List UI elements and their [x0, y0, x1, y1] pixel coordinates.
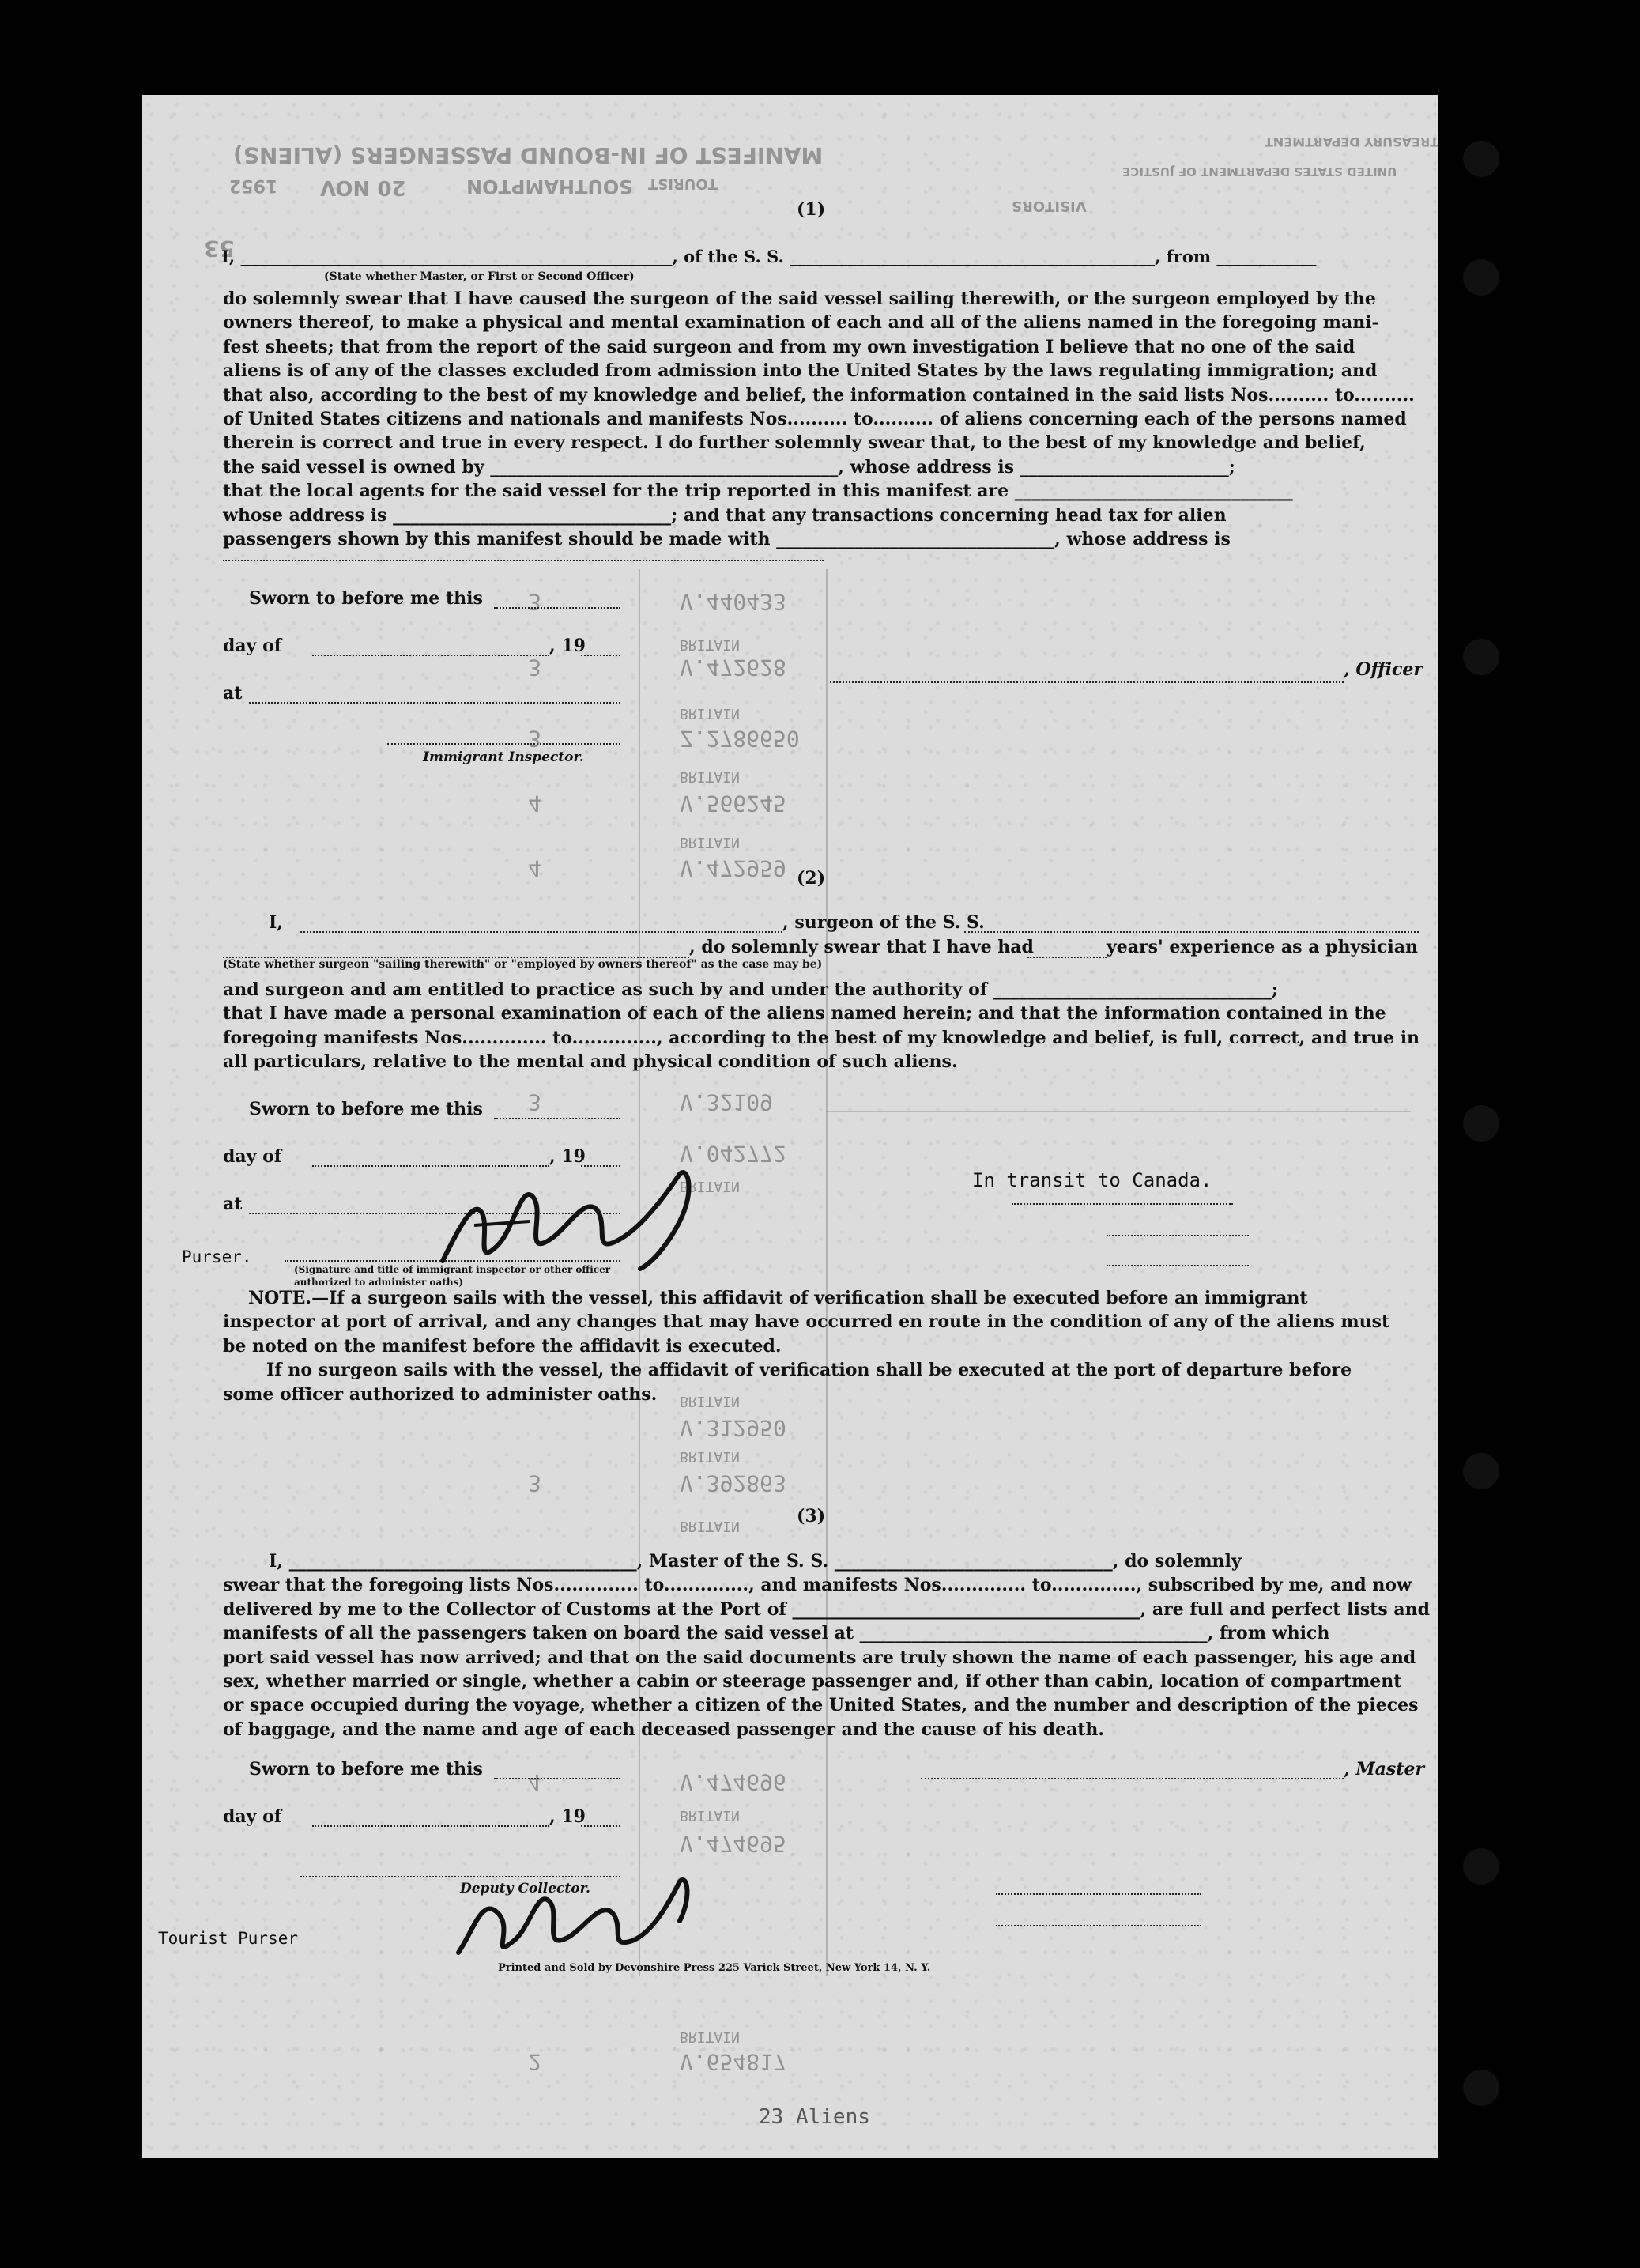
punch-hole: [1463, 141, 1499, 177]
section-2-at: at: [223, 1194, 243, 1214]
section-1-oath-caption: (State whether Master, or First or Second Officer): [324, 270, 635, 283]
section-2-body: [223, 978, 1419, 1074]
bleed-nationality: BRITAIN: [680, 1448, 740, 1465]
punch-hole: [1463, 259, 1499, 296]
bleed-nationality: BRITAIN: [680, 1393, 740, 1409]
bleed-nationality: BRITAIN: [680, 2028, 740, 2045]
mirrored-dept-justice: UNITED STATES DEPARTMENT OF JUSTICE: [1122, 164, 1397, 179]
master-label: , Master: [1344, 1759, 1425, 1779]
section-1-line: the said vessel is owned by ________________________________________, whose address is ________________________;: [223, 456, 1235, 477]
officer-label: , Officer: [1344, 659, 1423, 680]
section-1-oath-line: I, ____________________________________________________, of the S. S. ____________________________________________, from ____________: [221, 247, 1317, 266]
section-2-line: all particulars, relative to the mental and physical condition of such aliens.: [223, 1051, 958, 1073]
printer-credit: Printed and Sold by Devonshire Press 225 Varick Street, New York 14, N. Y.: [498, 1962, 931, 1974]
section-3-line: or space occupied during the voyage, whether a citizen of the United States, and the number and description of the pieces: [223, 1695, 1419, 1716]
bleed-count: 3: [528, 1470, 541, 1496]
section-3-year: , 19: [549, 1806, 586, 1827]
signature: [427, 1150, 711, 1277]
bleed-nationality: BRITAIN: [680, 768, 740, 785]
section-1-year: , 19: [549, 636, 586, 656]
section-2-sworn: Sworn to before me this: [249, 1099, 483, 1119]
bleed-number: V.472628: [680, 655, 786, 681]
section-1-line: do solemnly swear that I have caused the surgeon of the said vessel sailing therewith, or the surgeon employed by the: [223, 289, 1376, 309]
bleed-number: V.566245: [680, 791, 786, 817]
punch-hole: [1463, 639, 1499, 675]
section-3-line: swear that the foregoing lists Nos.............. to.............., and manifests Nos.............. to.............., subscribed by me, and now: [223, 1575, 1412, 1596]
bleed-count: 3: [528, 589, 541, 615]
section-2-number: (2): [797, 868, 826, 889]
punch-hole: [1463, 1105, 1499, 1142]
bleed-nationality: BRITAIN: [680, 705, 740, 722]
section-3-line: manifests of all the passengers taken on board the said vessel at ________________________________________, from which: [223, 1623, 1330, 1644]
tourist-purser-label: Tourist Purser: [158, 1929, 299, 1948]
bleed-number: V.042772: [680, 1141, 786, 1167]
note-line: be noted on the manifest before the affidavit is executed.: [223, 1335, 782, 1357]
section-1-line: that also, according to the best of my knowledge and belief, the information contained in the said lists Nos.......... to..........: [223, 384, 1415, 406]
deputy-collector-label: Deputy Collector.: [460, 1881, 590, 1896]
section-2-day-of: day of: [223, 1146, 282, 1167]
note-line: NOTE.—If a surgeon sails with the vessel, this affidavit of verification shall be executed before an immigrant: [248, 1288, 1308, 1308]
bleed-nationality: BRITAIN: [680, 1178, 740, 1194]
punch-hole: [1463, 1453, 1499, 1489]
section-3-line: I, ________________________________________, Master of the S. S. ________________________________, do solemnly: [269, 1551, 1242, 1572]
aliens-count: 23 Aliens: [759, 2105, 870, 2129]
note-line: If no surgeon sails with the vessel, the affidavit of verification shall be executed at the port of departure before: [266, 1360, 1352, 1381]
section-1-line: of United States citizens and nationals and manifests Nos.......... to.......... of aliens concerning each of the persons named: [223, 409, 1407, 430]
bleed-count: 3: [528, 1089, 541, 1115]
section-2-line1-start: I,: [269, 912, 283, 933]
section-3-line: of baggage, and the name and age of each deceased passenger and the cause of his death.: [223, 1719, 1105, 1740]
bleed-number: V.654817: [680, 2049, 786, 2075]
bleed-count: 2: [528, 2049, 541, 2075]
punch-hole: [1463, 1848, 1499, 1885]
bleed-count: 4: [528, 791, 541, 817]
section-3-line: delivered by me to the Collector of Customs at the Port of ________________________________________, are full and perfect lists and: [223, 1598, 1431, 1620]
note-block: [223, 1286, 1389, 1406]
section-1-line: passengers shown by this manifest should be made with ________________________________, whose address is: [223, 529, 1231, 550]
section-3-body: [223, 1549, 1430, 1742]
bleed-number: V.392863: [680, 1470, 786, 1496]
mirrored-year: 1952: [229, 175, 278, 195]
section-3-day-of: day of: [223, 1806, 282, 1827]
section-1-line: owners thereof, to make a physical and mental examination of each and all of the aliens named in the foregoing mani-: [223, 312, 1379, 334]
section-3-sworn: Sworn to before me this: [249, 1759, 483, 1779]
section-2-line1-end: , surgeon of the S. S.: [782, 912, 985, 933]
immigrant-inspector-label: Immigrant Inspector.: [423, 749, 584, 765]
bleed-number: V.312950: [680, 1415, 786, 1441]
section-1-line: that the local agents for the said vessel for the trip reported in this manifest are ________________________________: [223, 481, 1293, 502]
section-2-caption: (State whether surgeon "sailing therewith" or "employed by owners thereof" as the case may be): [223, 958, 823, 971]
bleed-number: V.474695: [680, 1831, 786, 1857]
mirrored-port: SOUTHAMPTON: [466, 175, 633, 198]
bleed-count: 3: [528, 655, 541, 681]
bleed-count: 4: [528, 855, 541, 881]
section-1-line: therein is correct and true in every respect. I do further solemnly swear that, to the best of my knowledge and belief,: [223, 432, 1366, 454]
section-1-body: [223, 287, 1415, 551]
section-1-line: whose address is ________________________________; and that any transactions concerning head tax for alien: [223, 504, 1227, 526]
bleed-nationality: BRITAIN: [680, 834, 740, 851]
bleed-nationality: BRITAIN: [680, 636, 740, 653]
bleed-number: V.474696: [680, 1769, 786, 1795]
bleed-number: Z.2786650: [680, 726, 800, 752]
mirrored-page-num: 53: [204, 236, 235, 262]
bleed-count: 3: [528, 726, 541, 752]
bleed-nationality: BRITAIN: [680, 1807, 740, 1824]
section-1-line: fest sheets; that from the report of the said surgeon and from my own investigation I believe that no one of the said: [223, 336, 1355, 357]
section-1-sworn: Sworn to before me this: [249, 588, 483, 609]
section-2-line2-start: , do solemnly swear that I have had: [689, 937, 1034, 957]
section-2-year: , 19: [549, 1146, 586, 1167]
note-line: some officer authorized to administer oaths.: [223, 1383, 658, 1405]
bleed-nationality: BRITAIN: [680, 1518, 740, 1534]
section-2-sig-caption: (Signature and title of immigrant inspector or other officer authorized to administer oaths): [294, 1264, 611, 1288]
bleed-count: 4: [528, 1769, 541, 1795]
purser-label: Purser.: [182, 1247, 252, 1266]
signature: [443, 1858, 696, 1968]
section-2-line2-end: years' experience as a physician: [1107, 937, 1419, 957]
bleed-number: V.440433: [680, 589, 786, 615]
section-1-line: aliens is of any of the classes excluded from admission into the United States by the laws regulating immigration; and: [223, 360, 1378, 382]
mirrored-title: MANIFEST OF IN-BOUND PASSENGERS (ALIENS): [233, 142, 824, 168]
mirrored-dept: TREASURY DEPARTMENT: [1265, 134, 1439, 149]
mirrored-date: 20 NOV: [320, 175, 406, 199]
mirrored-visitors: VISITORS: [1012, 198, 1087, 214]
section-3-line: port said vessel has now arrived; and that on the said documents are truly shown the name of each passenger, his age and: [223, 1647, 1416, 1668]
section-3-number: (3): [797, 1506, 826, 1526]
section-2-line: foregoing manifests Nos.............. to.............., according to the best of my knowledge and belief, is full, correct, and true in: [223, 1027, 1420, 1048]
section-1-at: at: [223, 683, 243, 704]
section-1-number: (1): [797, 199, 826, 220]
mirrored-class: TOURIST: [648, 175, 718, 192]
section-2-line: and surgeon and am entitled to practice as such by and under the authority of ________________________________;: [223, 979, 1279, 1000]
bleed-number: V.472959: [680, 855, 786, 881]
bleed-number: V.32109: [680, 1089, 774, 1115]
section-2-line: that I have made a personal examination of each of the aliens named herein; and that the information contained in the: [223, 1003, 1386, 1025]
in-transit-note: In transit to Canada.: [972, 1169, 1212, 1191]
note-line: inspector at port of arrival, and any changes that may have occurred en route in the condition of any of the aliens must: [223, 1311, 1390, 1333]
section-3-line: sex, whether married or single, whether a cabin or steerage passenger and, if other than cabin, location of compartment: [223, 1671, 1402, 1693]
punch-hole: [1463, 2070, 1499, 2106]
section-1-day-of: day of: [223, 636, 282, 656]
